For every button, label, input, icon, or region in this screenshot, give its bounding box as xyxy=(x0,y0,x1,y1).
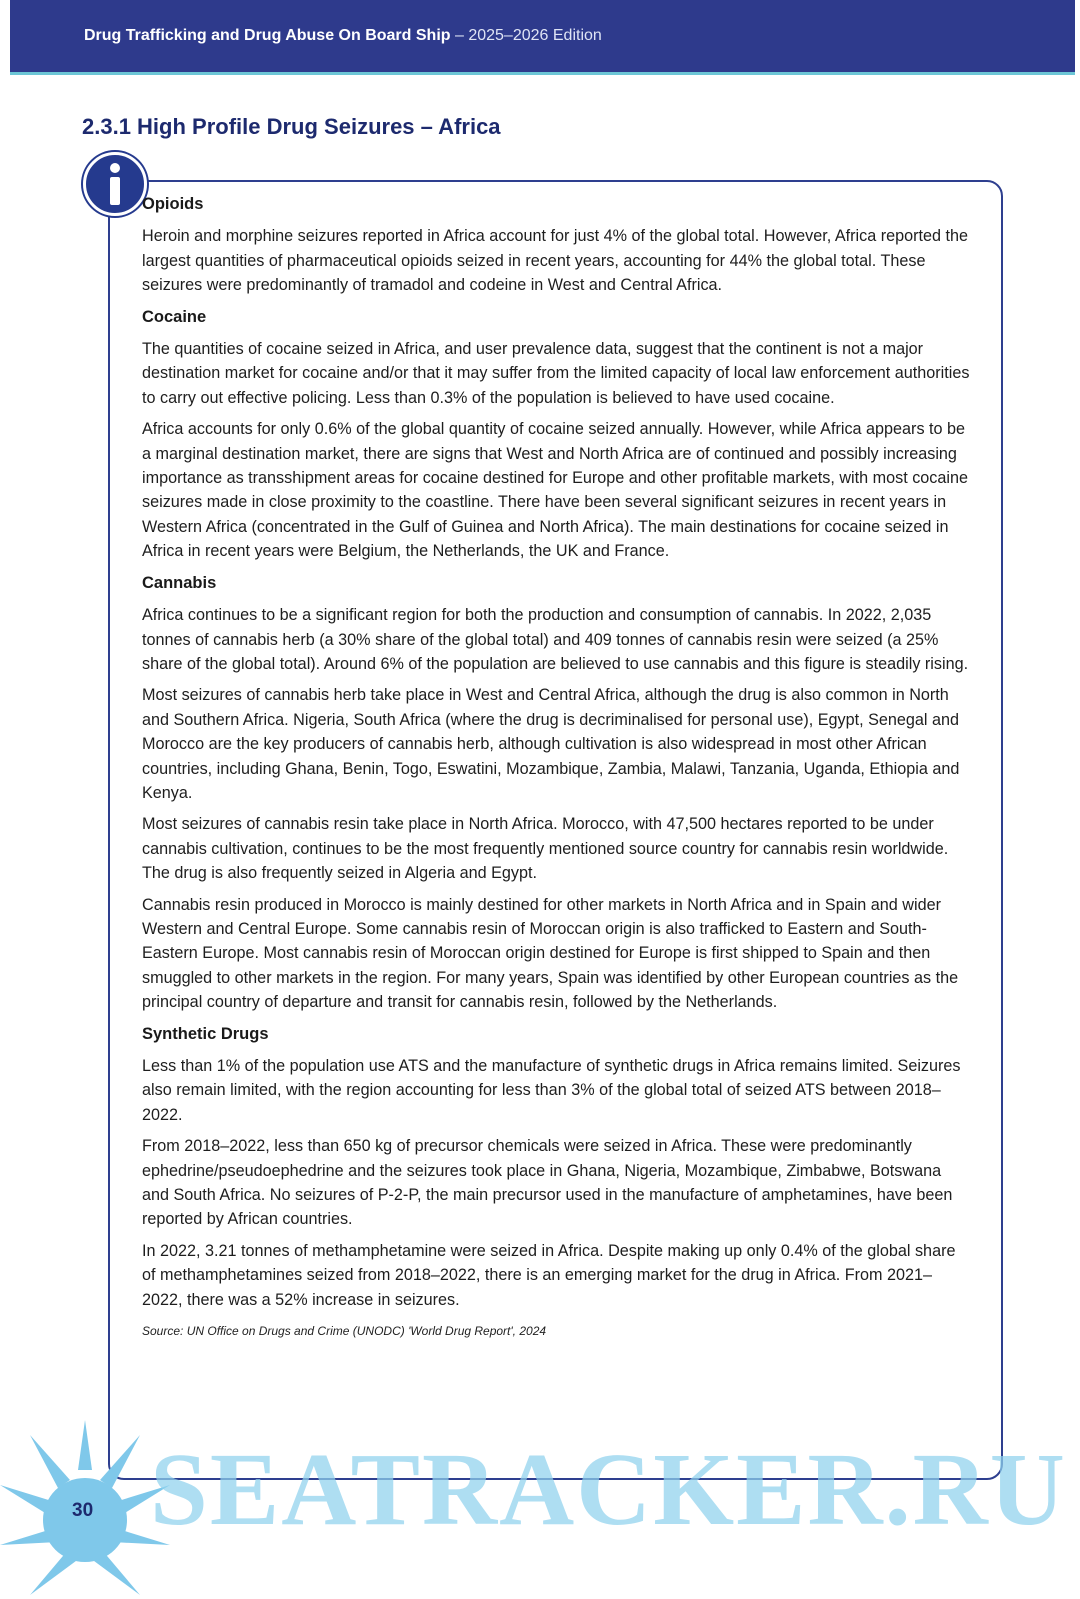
page-header xyxy=(10,0,1075,75)
page-number: 30 xyxy=(72,1500,94,1521)
info-icon xyxy=(83,152,147,216)
header-edition: – 2025–2026 Edition xyxy=(450,27,602,44)
synthetic-heading: Synthetic Drugs xyxy=(142,1024,269,1043)
section-title: 2.3.1 High Profile Drug Seizures – Africa xyxy=(82,114,501,139)
source-citation: Source: UN Office on Drugs and Crime (UNODC) 'World Drug Report', 2024 xyxy=(142,1324,547,1339)
cannabis-heading: Cannabis xyxy=(142,573,217,592)
synthetic-paragraph-1: Less than 1% of the population use ATS and the manufacture of synthetic drugs in Africa remains limited. Seizures also remain limited, with the region accounting for less than 3% of the global total of seized ATS between 2018–2022. xyxy=(142,1057,961,1124)
synthetic-paragraph-3: In 2022, 3.21 tonnes of methamphetamine were seized in Africa. Despite making up only 0.4% of the global share of methamphetamines seized from 2018–2022, there is an emerging market for the drug in Africa. From 2021–2022, there was a 52% increase in seizures. xyxy=(142,1241,956,1309)
cocaine-paragraph-2: Africa accounts for only 0.6% of the global quantity of cocaine seized annually. However, while Africa appears to be a marginal destination market, there are signs that West and North Africa are of continued and possibly increasing importance as transshipment areas for cocaine destined for Europe and other profitable markets, with most cocaine seizures made in close proximity to the coastline. There have been several significant seizures in recent years in Western Africa (concentrated in the Gulf of Guinea and North Africa). The main destinations for cocaine seized in Africa in recent years were Belgium, the Netherlands, the UK and France. xyxy=(142,420,968,561)
cocaine-heading: Cocaine xyxy=(142,307,207,326)
opioids-heading: Opioids xyxy=(142,195,204,213)
opioids-paragraph: Heroin and morphine seizures reported in Africa account for just 4% of the global total. However, Africa reported the largest quantities of pharmaceutical opioids seized in recent years, accounting for 44% the global total. These seizures were predominantly of tramadol and codeine in West and Central Africa. xyxy=(142,227,969,295)
header-title-line xyxy=(84,27,602,45)
cannabis-paragraph-3: Most seizures of cannabis resin take place in North Africa. Morocco, with 47,500 hectares reported to be under cannabis cultivation, continues to be the most frequently mentioned source country for cannabis resin worldwide. The drug is also frequently seized in Algeria and Egypt. xyxy=(142,815,949,883)
cannabis-paragraph-2: Most seizures of cannabis herb take place in West and Central Africa, although the drug is also common in North and Southern Africa. Nigeria, South Africa (where the drug is decriminalised for personal use), Egypt, Senegal and Morocco are the key producers of cannabis herb, although cultivation is also widespread in most other African countries, including Ghana, Benin, Togo, Eswatini, Mozambique, Zambia, Malawi, Tanzania, Uganda, Ethiopia and Kenya. xyxy=(142,686,960,802)
header-title: Drug Trafficking and Drug Abuse On Board Ship xyxy=(84,27,451,44)
info-box-content xyxy=(142,192,972,1343)
watermark: SEATRACKER.RU xyxy=(150,1432,1067,1547)
synthetic-paragraph-2: From 2018–2022, less than 650 kg of precursor chemicals were seized in Africa. These were predominantly ephedrine/pseudoephedrine and the seizures took place in Ghana, Nigeria, Mozambique, Zimbabwe, Botswana and South Africa. No seizures of P-2-P, the main precursor used in the manufacture of amphetamines, have been reported by African countries. xyxy=(142,1137,953,1229)
cannabis-paragraph-1: Africa continues to be a significant region for both the production and consumption of cannabis. In 2022, 2,035 tonnes of cannabis herb (a 30% share of the global total) and 409 tonnes of cannabis resin were seized (a 25% share of the global total). Around 6% of the population are believed to use cannabis and this figure is steadily rising. xyxy=(142,606,969,673)
cannabis-paragraph-4: Cannabis resin produced in Morocco is mainly destined for other markets in North Africa and in Spain and wider Western and Central Europe. Some cannabis resin of Moroccan origin is also trafficked to Eastern and South-Eastern Europe. Most cannabis resin of Moroccan origin destined for Europe is first shipped to Spain and then smuggled to other markets in the region. For many years, Spain was identified by other European countries as the principal country of departure and transit for cannabis resin, followed by the Netherlands. xyxy=(142,895,959,1012)
cocaine-paragraph-1: The quantities of cocaine seized in Africa, and user prevalence data, suggest that the continent is not a major destination market for cocaine and/or that it may suffer from the limited capacity of local law enforcement authorities to carry out effective policing. Less than 0.3% of the population is believed to have used cocaine. xyxy=(142,340,970,407)
